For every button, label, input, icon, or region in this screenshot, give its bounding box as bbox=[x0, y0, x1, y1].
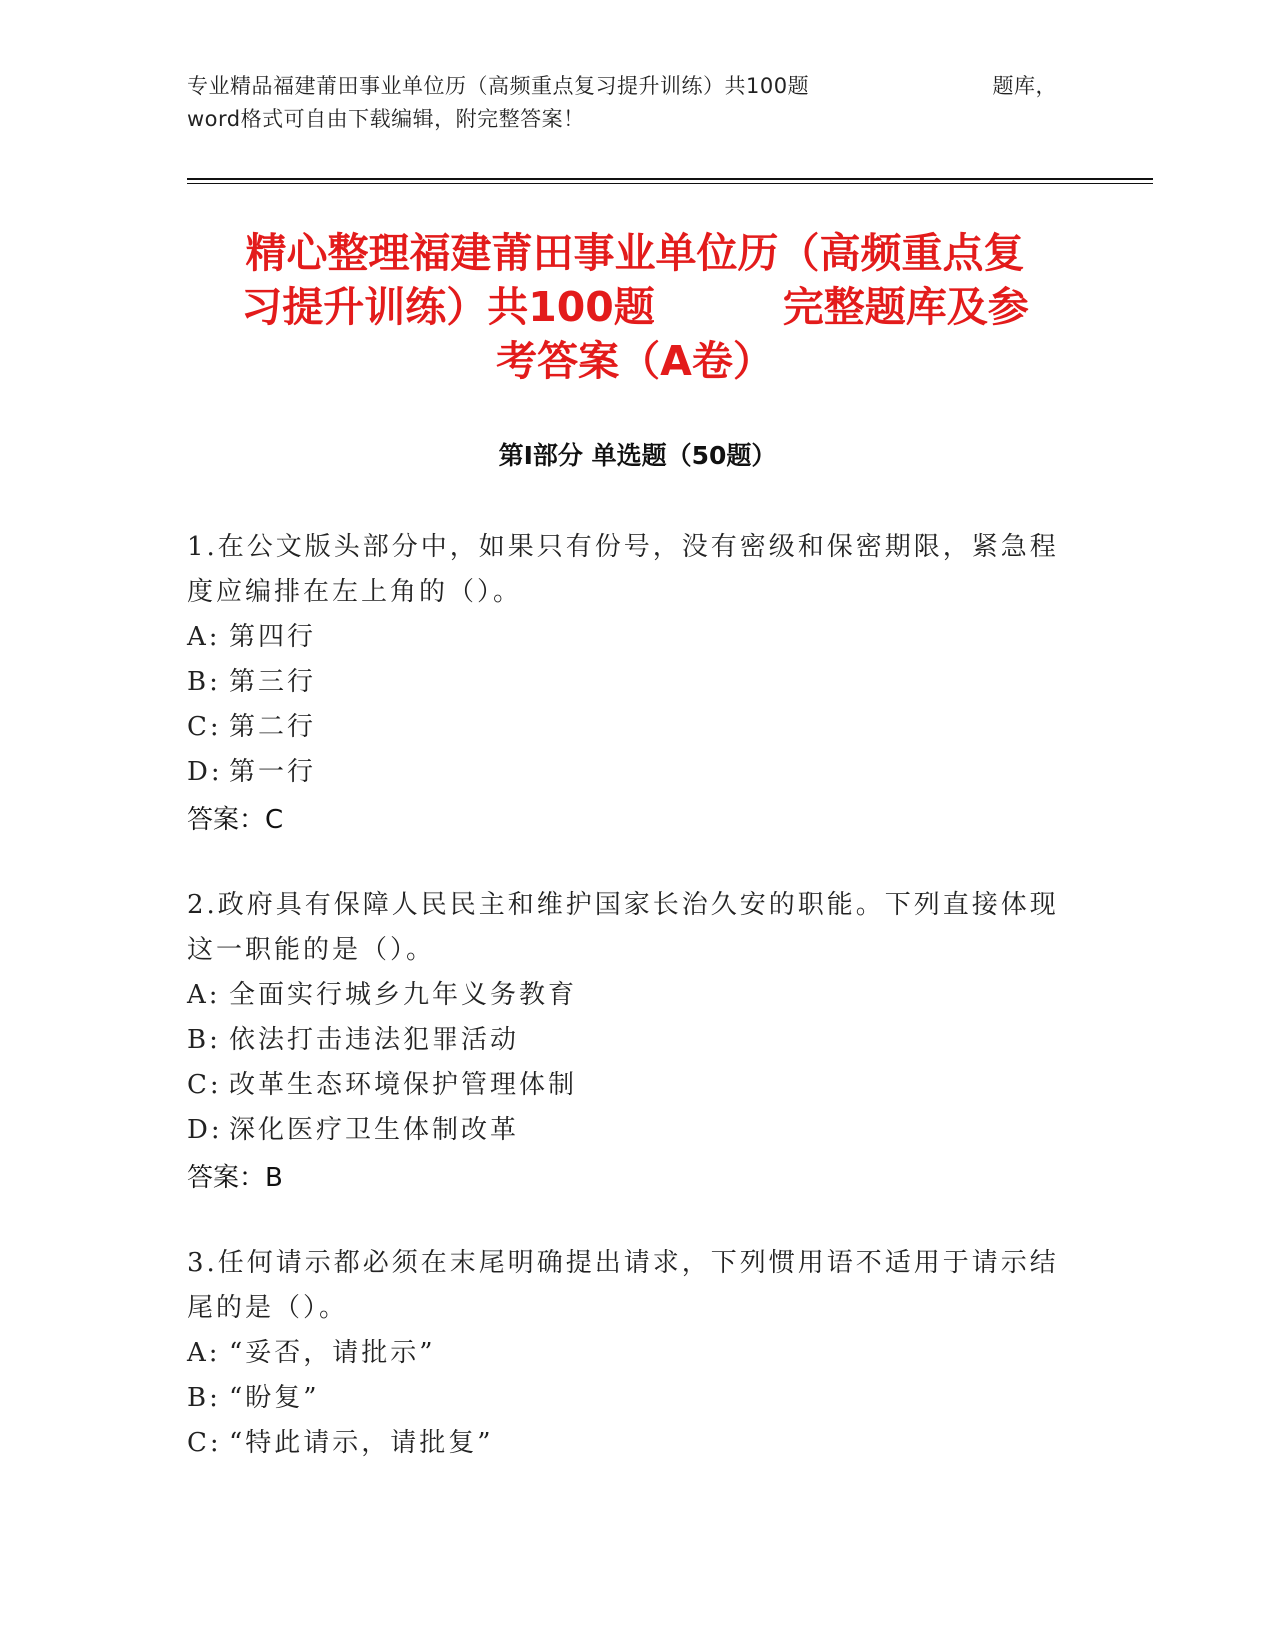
option-key: A: bbox=[187, 1338, 221, 1368]
option-key: A: bbox=[187, 980, 221, 1010]
header-text-right: 题库， bbox=[992, 74, 1057, 98]
option-text: “特此请示，请批复” bbox=[229, 1428, 494, 1458]
option-key: B: bbox=[187, 1383, 221, 1413]
header-rule-thin bbox=[187, 183, 1153, 184]
title-line-2-part-b: 完整题库及参 bbox=[782, 283, 1029, 331]
option-key: B: bbox=[187, 667, 221, 697]
title-line-1: 精心整理福建莆田事业单位历（高频重点复 bbox=[245, 229, 1025, 277]
question-option bbox=[187, 1108, 1067, 1153]
title-line-2 bbox=[190, 280, 1080, 334]
answer-line: 答案：C bbox=[187, 805, 284, 835]
question-option bbox=[187, 1331, 1067, 1376]
option-key: C: bbox=[187, 1428, 222, 1458]
question-option bbox=[187, 1421, 1067, 1466]
option-text: 依法打击违法犯罪活动 bbox=[229, 1025, 520, 1055]
option-key: C: bbox=[187, 1070, 222, 1100]
question-stem: 3.任何请示都必须在末尾明确提出请求，下列惯用语不适用于请示结尾的是（）。 bbox=[187, 1248, 1059, 1323]
question-option bbox=[187, 660, 1067, 705]
option-key: A: bbox=[187, 622, 221, 652]
header-rule-thick bbox=[187, 178, 1153, 180]
option-text: 第三行 bbox=[229, 667, 317, 697]
option-key: B: bbox=[187, 1025, 221, 1055]
option-text: 全面实行城乡九年义务教育 bbox=[229, 980, 578, 1010]
option-text: 第一行 bbox=[229, 757, 317, 787]
answer-line: 答案：B bbox=[187, 1163, 283, 1193]
title-line-2-part-a: 习提升训练）共100题 bbox=[241, 283, 655, 331]
question-option bbox=[187, 705, 1067, 750]
question-option bbox=[187, 1376, 1067, 1421]
question-stem: 1.在公文版头部分中，如果只有份号，没有密级和保密期限，紧急程度应编排在左上角的（）。 bbox=[187, 532, 1059, 607]
question-option bbox=[187, 750, 1067, 795]
document-title bbox=[190, 226, 1080, 388]
option-text: 深化医疗卫生体制改革 bbox=[229, 1115, 520, 1145]
header-text-left: 专业精品福建莆田事业单位历（高频重点复习提升训练）共100题 bbox=[187, 74, 810, 98]
question-option bbox=[187, 1018, 1067, 1063]
option-text: “妥否，请批示” bbox=[229, 1338, 436, 1368]
option-key: D: bbox=[187, 757, 223, 787]
section-heading: 第I部分 单选题（50题） bbox=[498, 441, 777, 470]
option-key: D: bbox=[187, 1115, 223, 1145]
option-key: C: bbox=[187, 712, 222, 742]
header-line-1 bbox=[187, 70, 1057, 103]
title-line-3: 考答案（A卷） bbox=[496, 337, 774, 385]
question-option bbox=[187, 973, 1067, 1018]
question-option bbox=[187, 615, 1067, 660]
option-text: 改革生态环境保护管理体制 bbox=[229, 1070, 578, 1100]
question-item bbox=[187, 1241, 1067, 1466]
option-text: 第四行 bbox=[229, 622, 317, 652]
header-line-2: word格式可自由下载编辑，附完整答案！ bbox=[187, 107, 585, 131]
question-stem: 2.政府具有保障人民民主和维护国家长治久安的职能。下列直接体现这一职能的是（）。 bbox=[187, 890, 1059, 965]
option-text: 第二行 bbox=[229, 712, 317, 742]
question-item bbox=[187, 525, 1067, 843]
question-list bbox=[187, 525, 1067, 1506]
question-option bbox=[187, 1063, 1067, 1108]
document-header bbox=[187, 70, 1057, 136]
option-text: “盼复” bbox=[229, 1383, 320, 1413]
question-item bbox=[187, 883, 1067, 1201]
